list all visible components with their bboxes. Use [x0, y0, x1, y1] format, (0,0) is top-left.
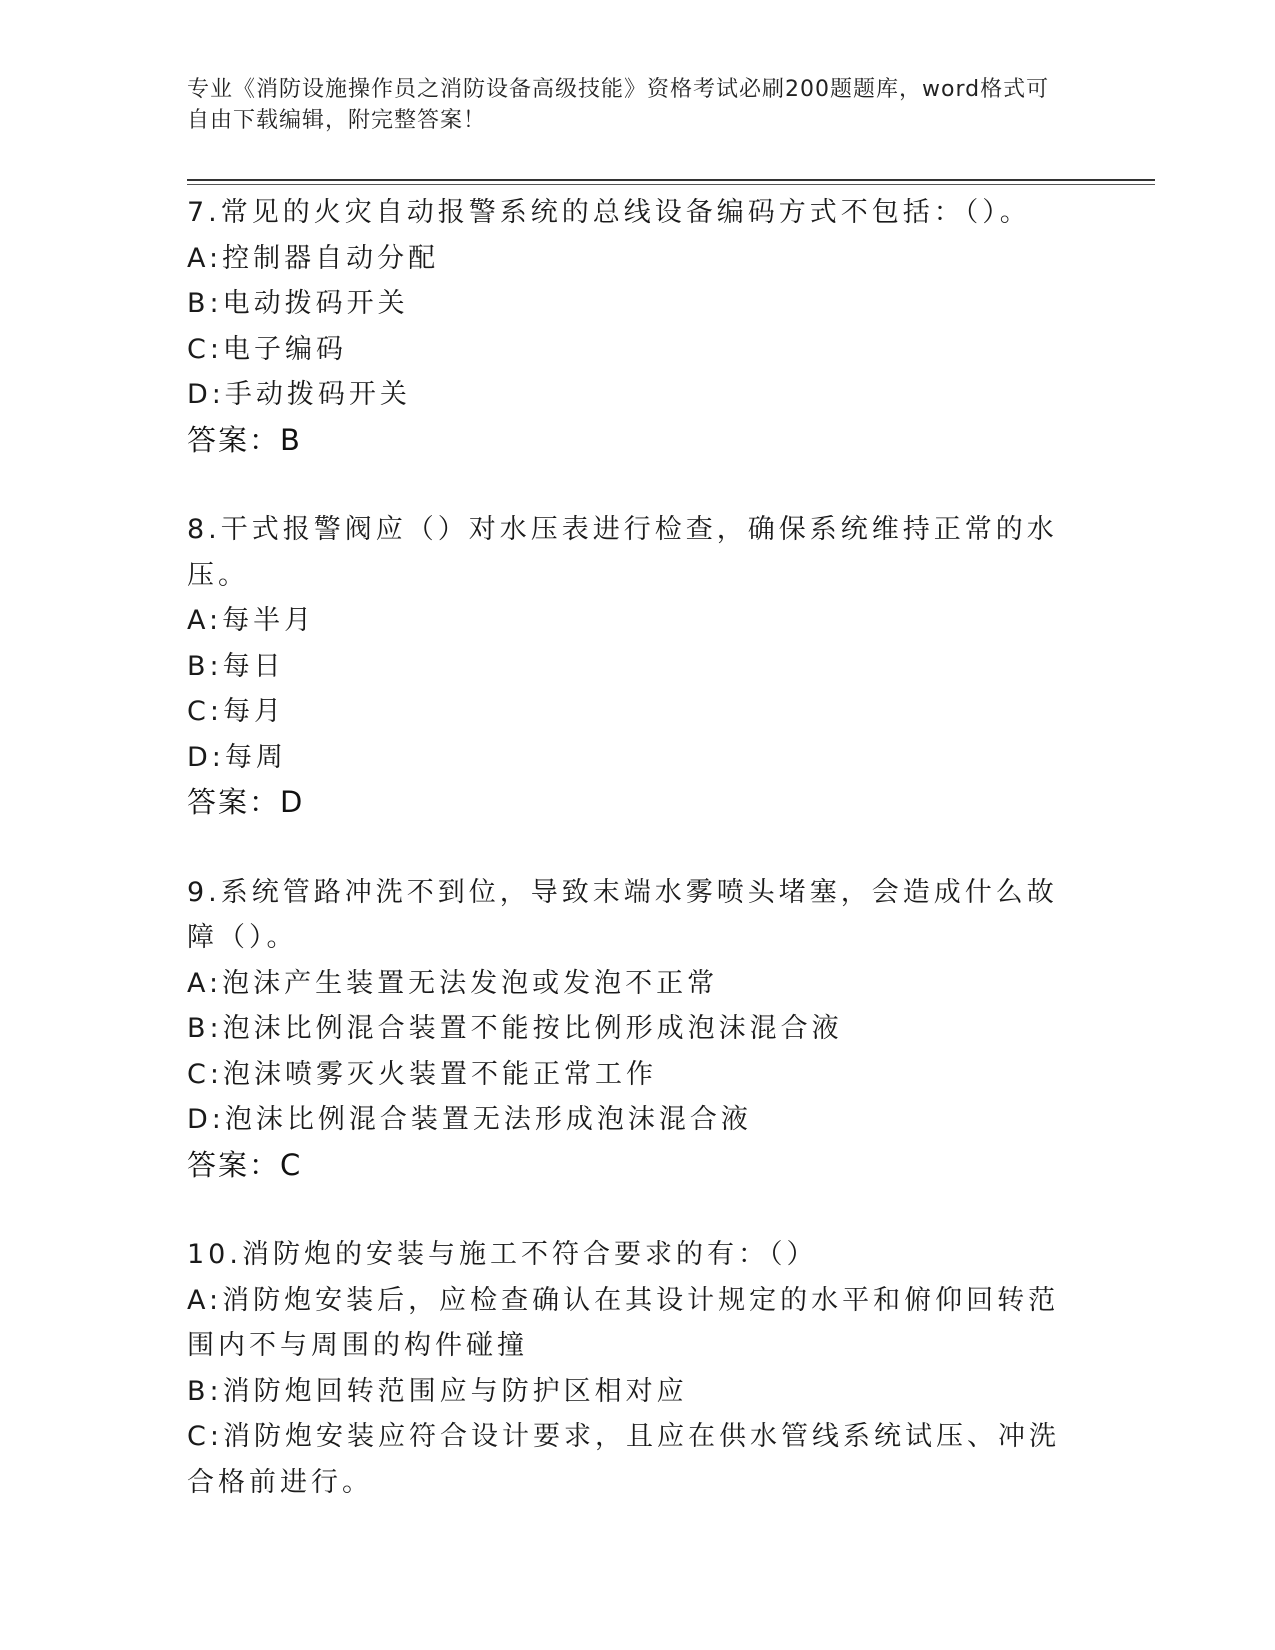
option-a: A:消防炮安装后，应检查确认在其设计规定的水平和俯仰回转范围内不与周围的构件碰撞	[187, 1284, 1060, 1361]
document-header: 专业《消防设施操作员之消防设备高级技能》资格考试必刷200题题库，word格式可自由下载编辑，附完整答案！	[187, 77, 1050, 133]
option-b: B:电动拨码开关	[187, 288, 409, 319]
option-c: C:电子编码	[187, 333, 347, 365]
answer-label: 答案：B	[187, 422, 302, 457]
option-b: B:每日	[187, 650, 285, 682]
question-stem: 10.消防炮的安装与施工不符合要求的有：（）	[187, 1239, 818, 1270]
question-stem: 8.干式报警阀应（）对水压表进行检查，确保系统维持正常的水压。	[187, 514, 1058, 591]
question-7	[187, 190, 1087, 463]
question-list	[187, 190, 1087, 1505]
answer-label: 答案：C	[187, 1147, 303, 1182]
question-9	[187, 870, 1087, 1189]
option-c: C:消防炮安装应符合设计要求，且应在供水管线系统试压、冲洗合格前进行。	[187, 1421, 1060, 1498]
option-d: D:手动拨码开关	[187, 379, 411, 410]
option-b: B:泡沫比例混合装置不能按比例形成泡沫混合液	[187, 1013, 843, 1044]
question-8	[187, 507, 1087, 826]
option-d: D:泡沫比例混合装置无法形成泡沫混合液	[187, 1104, 752, 1135]
answer-label: 答案：D	[187, 785, 305, 819]
option-a: A:每半月	[187, 605, 316, 636]
option-c: C:泡沫喷雾灭火装置不能正常工作	[187, 1058, 657, 1090]
question-stem: 7.常见的火灾自动报警系统的总线设备编码方式不包括：（）。	[187, 197, 1031, 228]
option-b: B:消防炮回转范围应与防护区相对应	[187, 1375, 688, 1407]
header-divider-thick	[187, 179, 1155, 181]
option-a: A:控制器自动分配	[187, 242, 440, 274]
option-d: D:每周	[187, 741, 287, 773]
question-10	[187, 1232, 1087, 1505]
option-c: C:每月	[187, 696, 285, 727]
question-stem: 9.系统管路冲洗不到位，导致末端水雾喷头堵塞，会造成什么故障（）。	[187, 876, 1058, 953]
option-a: A:泡沫产生装置无法发泡或发泡不正常	[187, 967, 719, 999]
header-divider-thin	[187, 184, 1155, 185]
